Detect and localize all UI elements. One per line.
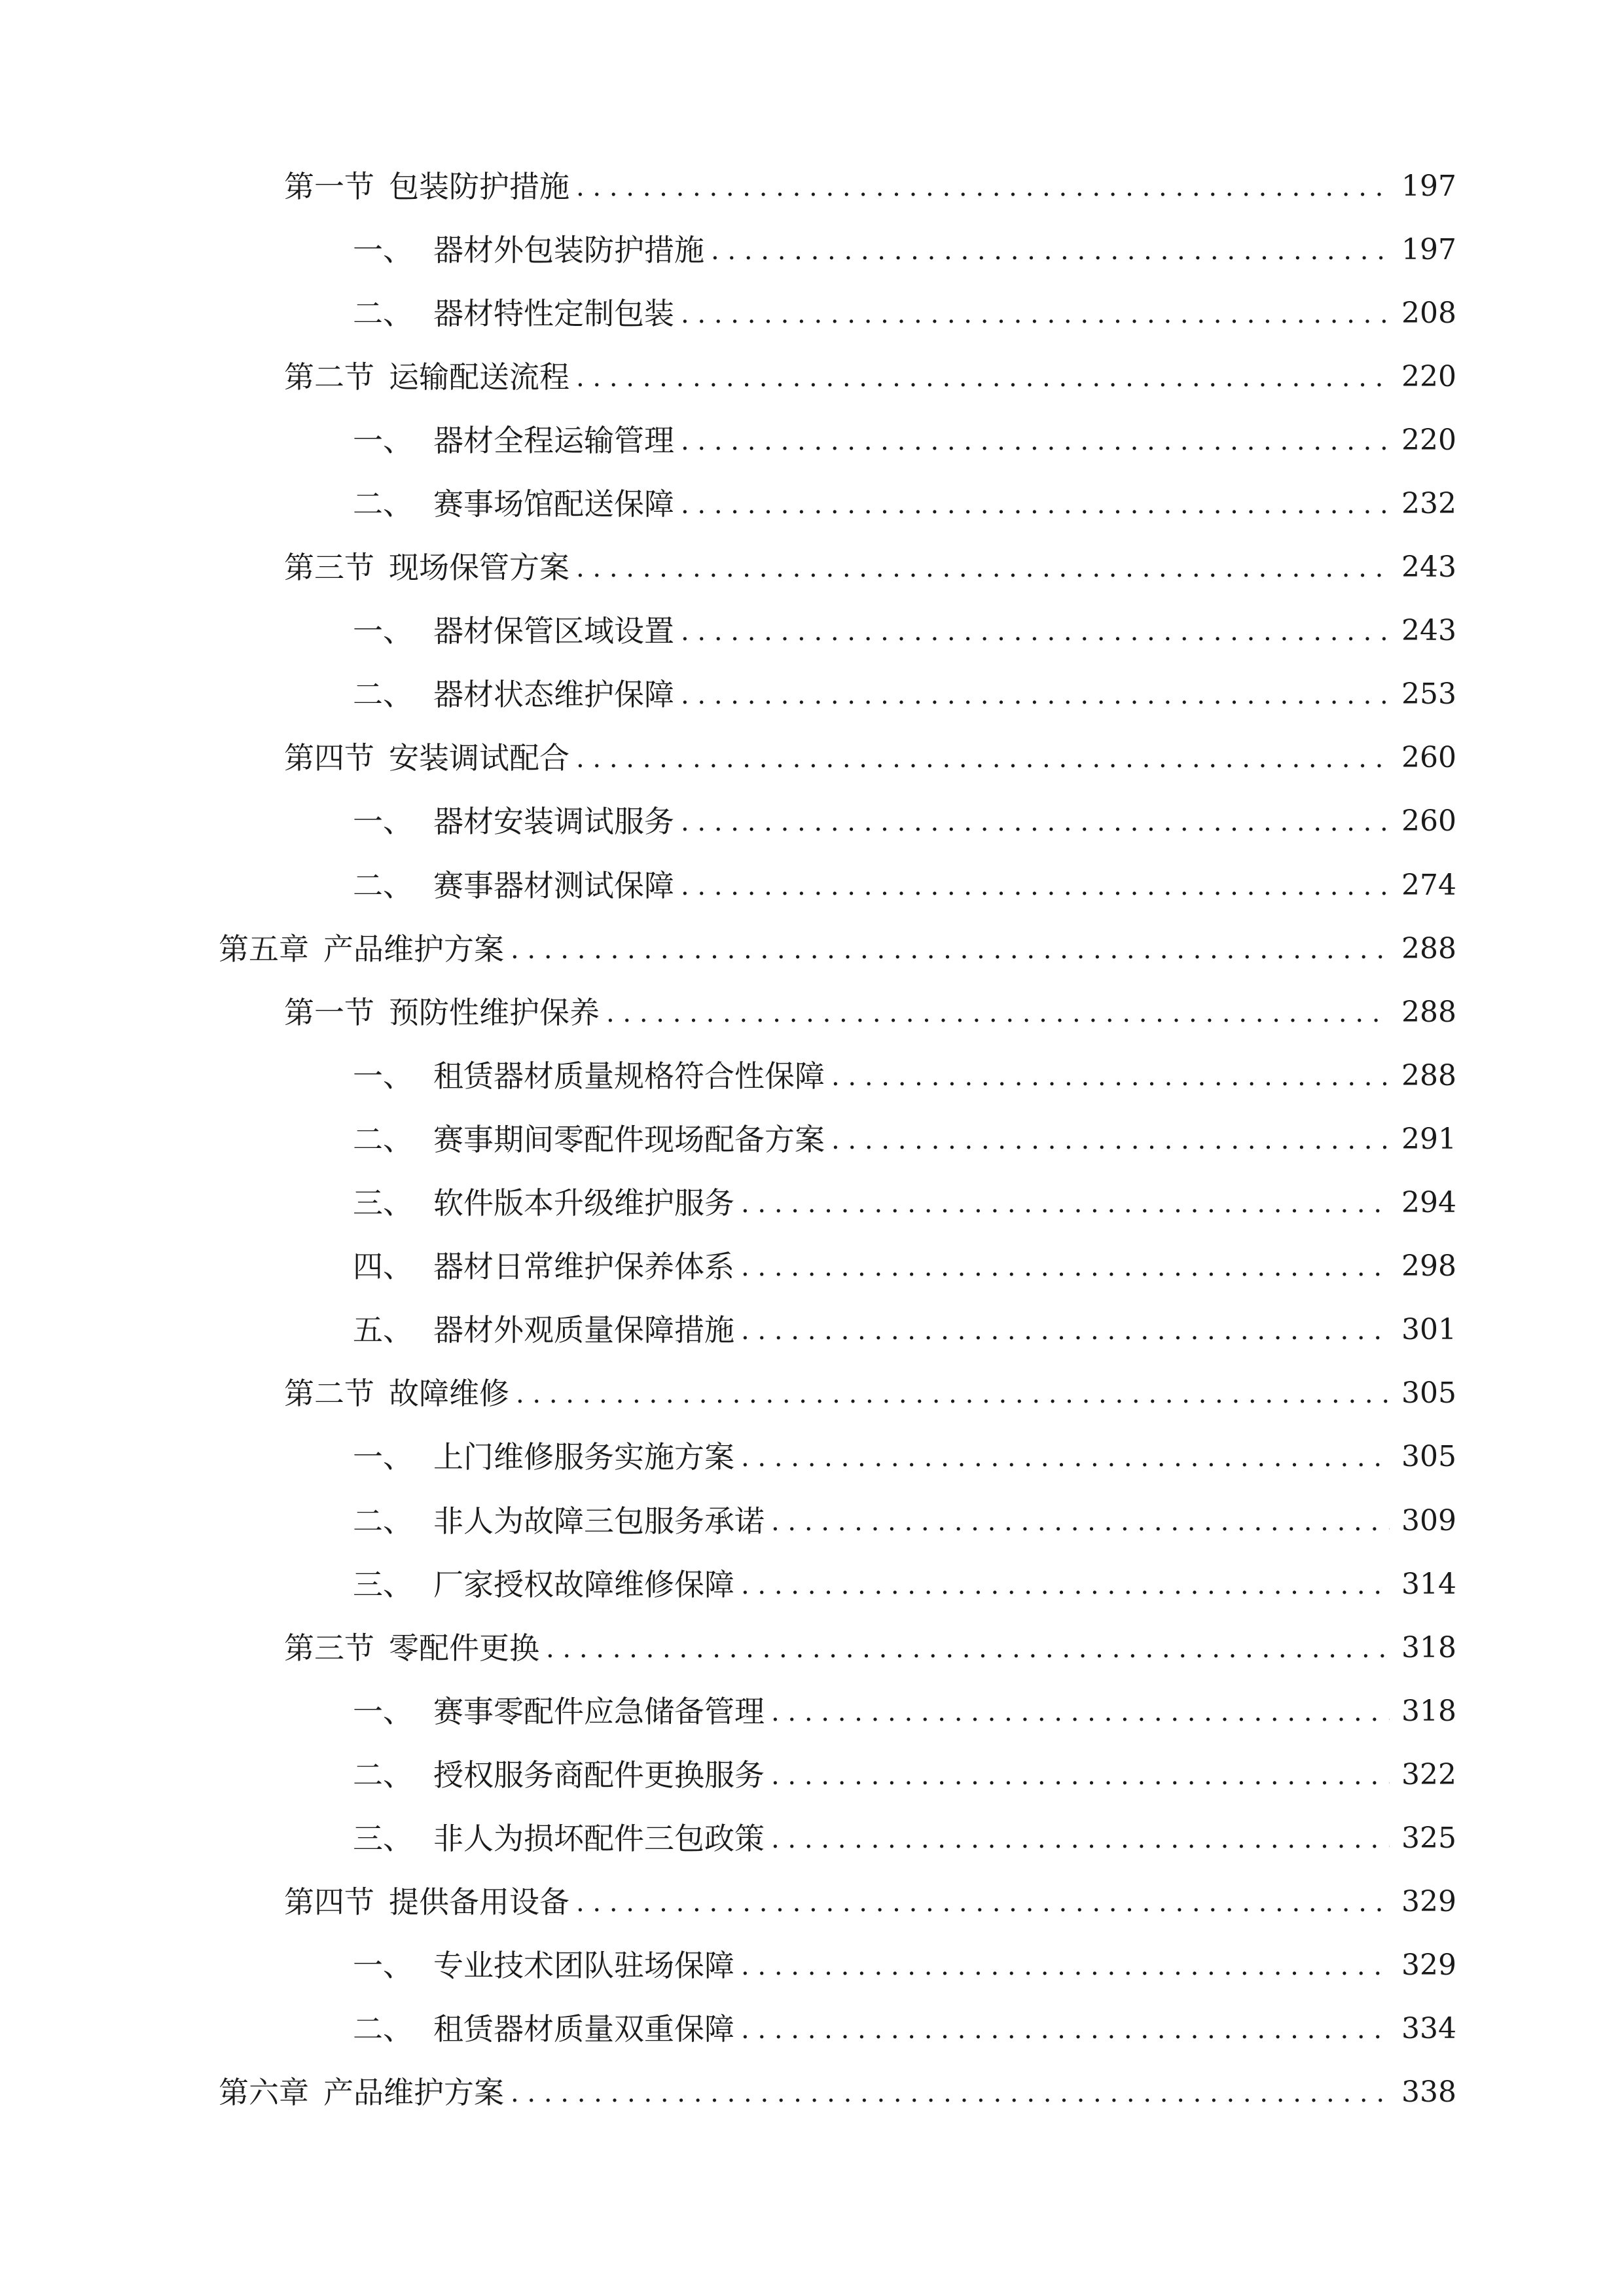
dot-leader [576, 743, 1390, 773]
toc-entry-number: 第一节 [284, 168, 374, 204]
toc-entry-page-number: 288 [1401, 931, 1456, 965]
toc-entry-title: 厂家授权故障维修保障 [433, 1566, 734, 1602]
toc-item-entry[interactable] [0, 218, 1624, 281]
toc-entry-title: 专业技术团队驻场保障 [433, 1948, 734, 1984]
toc-entry-number: 一、 [353, 1693, 413, 1729]
toc-entry-page-number: 314 [1401, 1567, 1456, 1601]
dot-leader [681, 870, 1390, 901]
dot-leader [511, 934, 1390, 964]
dot-leader [546, 1633, 1390, 1663]
toc-entry-number: 一、 [353, 422, 413, 458]
toc-entry-title: 零配件更换 [389, 1630, 539, 1666]
dot-leader [741, 1251, 1390, 1282]
toc-entry-number: 第四节 [284, 1884, 374, 1920]
dot-leader [771, 1760, 1390, 1790]
toc-item-entry[interactable] [0, 1743, 1624, 1806]
toc-item-entry[interactable] [0, 408, 1624, 472]
dot-leader [681, 298, 1390, 329]
toc-item-entry[interactable] [0, 1934, 1624, 1998]
toc-item-entry[interactable] [0, 663, 1624, 726]
toc-chapter-entry[interactable] [0, 917, 1624, 980]
toc-entry-page-number: 329 [1401, 1948, 1456, 1982]
toc-section-entry[interactable] [0, 726, 1624, 790]
table-of-contents [0, 154, 1624, 2125]
toc-entry-page-number: 301 [1401, 1313, 1456, 1347]
toc-entry-page-number: 318 [1401, 1694, 1456, 1728]
toc-item-entry[interactable] [0, 1489, 1624, 1552]
toc-entry-title: 租赁器材质量规格符合性保障 [433, 1058, 825, 1094]
dot-leader [576, 552, 1390, 583]
toc-entry-page-number: 197 [1401, 232, 1456, 266]
toc-entry-title: 非人为损坏配件三包政策 [433, 1820, 765, 1856]
toc-entry-number: 第四节 [284, 740, 374, 776]
toc-entry-title: 提供备用设备 [389, 1884, 569, 1920]
toc-entry-title: 产品维护方案 [323, 2075, 504, 2111]
dot-leader [516, 1378, 1390, 1408]
dot-leader [741, 1315, 1390, 1345]
toc-entry-title: 器材特性定制包装 [433, 295, 674, 331]
dot-leader [741, 1570, 1390, 1600]
toc-entry-title: 租赁器材质量双重保障 [433, 2011, 734, 2047]
dot-leader [681, 679, 1390, 709]
dot-leader [741, 1442, 1390, 1472]
dot-leader [771, 1823, 1390, 1854]
toc-entry-number: 第一节 [284, 994, 374, 1030]
toc-entry-title: 包装防护措施 [389, 168, 569, 204]
toc-entry-number: 二、 [353, 677, 413, 713]
toc-entry-page-number: 305 [1401, 1376, 1456, 1410]
toc-item-entry[interactable] [0, 1107, 1624, 1171]
toc-entry-title: 安装调试配合 [389, 740, 569, 776]
toc-item-entry[interactable] [0, 1235, 1624, 1299]
toc-section-entry[interactable] [0, 536, 1624, 600]
toc-entry-title: 赛事器材测试保障 [433, 867, 674, 903]
dot-leader [741, 1950, 1390, 1981]
toc-item-entry[interactable] [0, 472, 1624, 535]
dot-leader [681, 489, 1390, 519]
toc-entry-number: 一、 [353, 1439, 413, 1475]
dot-leader [511, 2077, 1390, 2108]
toc-entry-title: 授权服务商配件更换服务 [433, 1757, 765, 1793]
toc-entry-number: 第二节 [284, 359, 374, 395]
toc-entry-page-number: 298 [1401, 1249, 1456, 1283]
toc-entry-number: 第三节 [284, 550, 374, 586]
toc-section-entry[interactable] [0, 1871, 1624, 1934]
dot-leader [681, 616, 1390, 646]
toc-entry-number: 五、 [353, 1312, 413, 1348]
toc-entry-page-number: 309 [1401, 1503, 1456, 1537]
dot-leader [576, 362, 1390, 392]
toc-entry-page-number: 329 [1401, 1885, 1456, 1919]
toc-item-entry[interactable] [0, 1998, 1624, 2061]
toc-entry-title: 器材外观质量保障措施 [433, 1312, 734, 1348]
dot-leader [681, 425, 1390, 456]
toc-item-entry[interactable] [0, 1044, 1624, 1107]
toc-entry-title: 产品维护方案 [323, 931, 504, 967]
toc-entry-page-number: 197 [1401, 169, 1456, 203]
toc-item-entry[interactable] [0, 790, 1624, 853]
toc-entry-title: 运输配送流程 [389, 359, 569, 395]
toc-entry-number: 二、 [353, 295, 413, 331]
toc-entry-page-number: 291 [1401, 1122, 1456, 1156]
toc-entry-page-number: 338 [1401, 2075, 1456, 2109]
toc-section-entry[interactable] [0, 1362, 1624, 1426]
toc-entry-page-number: 325 [1401, 1821, 1456, 1855]
toc-entry-number: 一、 [353, 1058, 413, 1094]
toc-entry-page-number: 208 [1401, 296, 1456, 330]
toc-entry-title: 器材状态维护保障 [433, 677, 674, 713]
toc-entry-number: 二、 [353, 1757, 413, 1793]
dot-leader [771, 1506, 1390, 1536]
toc-entry-title: 故障维修 [389, 1376, 509, 1412]
toc-entry-title: 软件版本升级维护服务 [433, 1185, 734, 1221]
dot-leader [576, 171, 1390, 202]
dot-leader [681, 806, 1390, 836]
toc-entry-page-number: 220 [1401, 423, 1456, 457]
toc-entry-number: 第五章 [219, 931, 309, 967]
dot-leader [771, 1696, 1390, 1727]
toc-entry-page-number: 288 [1401, 1058, 1456, 1092]
toc-entry-title: 赛事场馆配送保障 [433, 486, 674, 522]
toc-entry-page-number: 322 [1401, 1757, 1456, 1791]
toc-entry-title: 器材安装调试服务 [433, 804, 674, 840]
dot-leader [831, 1124, 1390, 1155]
toc-item-entry[interactable] [0, 1299, 1624, 1362]
toc-entry-number: 三、 [353, 1566, 413, 1602]
toc-item-entry[interactable] [0, 1806, 1624, 1870]
toc-entry-number: 二、 [353, 2011, 413, 2047]
toc-entry-number: 二、 [353, 867, 413, 903]
toc-section-entry[interactable] [0, 980, 1624, 1044]
toc-entry-page-number: 274 [1401, 868, 1456, 902]
toc-item-entry[interactable] [0, 1172, 1624, 1235]
toc-item-entry[interactable] [0, 600, 1624, 663]
toc-entry-page-number: 318 [1401, 1630, 1456, 1664]
toc-entry-page-number: 334 [1401, 2012, 1456, 2046]
toc-entry-title: 赛事零配件应急储备管理 [433, 1693, 765, 1729]
toc-entry-number: 一、 [353, 613, 413, 649]
toc-entry-title: 预防性维护保养 [389, 994, 600, 1030]
toc-item-entry[interactable] [0, 281, 1624, 345]
toc-item-entry[interactable] [0, 1426, 1624, 1489]
toc-entry-number: 一、 [353, 804, 413, 840]
toc-entry-page-number: 232 [1401, 487, 1456, 521]
toc-entry-title: 非人为故障三包服务承诺 [433, 1503, 765, 1539]
toc-item-entry[interactable] [0, 1552, 1624, 1616]
toc-entry-page-number: 243 [1401, 614, 1456, 648]
toc-entry-page-number: 260 [1401, 804, 1456, 838]
toc-entry-title: 上门维修服务实施方案 [433, 1439, 734, 1475]
toc-entry-number: 第三节 [284, 1630, 374, 1666]
toc-entry-number: 二、 [353, 1121, 413, 1157]
toc-entry-page-number: 305 [1401, 1440, 1456, 1474]
toc-section-entry[interactable] [0, 154, 1624, 218]
toc-entry-number: 二、 [353, 1503, 413, 1539]
toc-entry-number: 二、 [353, 486, 413, 522]
toc-entry-number: 三、 [353, 1185, 413, 1221]
dot-leader [831, 1061, 1390, 1091]
toc-entry-page-number: 294 [1401, 1186, 1456, 1220]
toc-entry-title: 器材全程运输管理 [433, 422, 674, 458]
dot-leader [711, 235, 1390, 265]
toc-entry-number: 一、 [353, 232, 413, 268]
dot-leader [576, 1887, 1390, 1917]
toc-entry-number: 三、 [353, 1820, 413, 1856]
toc-item-entry[interactable] [0, 1679, 1624, 1743]
toc-entry-title: 器材日常维护保养体系 [433, 1249, 734, 1285]
toc-entry-title: 现场保管方案 [389, 550, 569, 586]
toc-entry-title: 器材外包装防护措施 [433, 232, 704, 268]
toc-entry-title: 器材保管区域设置 [433, 613, 674, 649]
dot-leader [741, 2014, 1390, 2044]
dot-leader [606, 997, 1390, 1028]
toc-section-entry[interactable] [0, 345, 1624, 408]
toc-item-entry[interactable] [0, 853, 1624, 917]
toc-entry-page-number: 220 [1401, 359, 1456, 393]
toc-entry-page-number: 253 [1401, 677, 1456, 711]
toc-entry-number: 四、 [353, 1249, 413, 1285]
toc-entry-page-number: 260 [1401, 741, 1456, 775]
toc-chapter-entry[interactable] [0, 2061, 1624, 2125]
toc-entry-number: 第六章 [219, 2075, 309, 2111]
toc-entry-page-number: 288 [1401, 995, 1456, 1029]
toc-entry-title: 赛事期间零配件现场配备方案 [433, 1121, 825, 1157]
toc-section-entry[interactable] [0, 1616, 1624, 1679]
dot-leader [741, 1188, 1390, 1218]
toc-entry-page-number: 243 [1401, 550, 1456, 584]
toc-entry-number: 一、 [353, 1948, 413, 1984]
toc-entry-number: 第二节 [284, 1376, 374, 1412]
